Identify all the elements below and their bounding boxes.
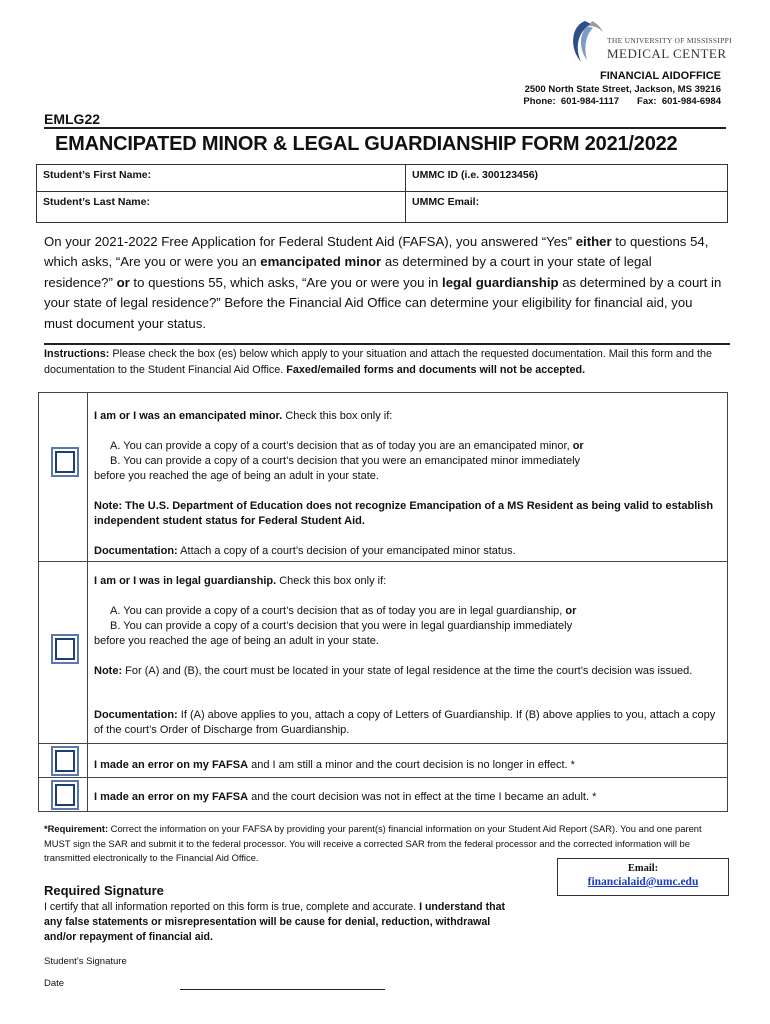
email-box: [557, 858, 729, 896]
first-name-field[interactable]: [37, 165, 406, 192]
section3-text: [94, 758, 721, 773]
requirement-text: Correct the information on your FAFSA by providing your parent(s) financial information on your Student Aid Report (SAR). You and one parent MUST sign the SAR and submit it to the federal processor. You will receive a corrected SAR from the federal processor and the corrected information will be transmitted electronically to the Financial Aid Office.: [44, 823, 702, 863]
section1-item-a: [110, 439, 721, 454]
intro-paragraph: [44, 232, 724, 334]
section1-doc-label: Documentation:: [94, 545, 178, 557]
option-emancipated-minor: [39, 393, 727, 561]
signature-heading: Required Signature: [44, 883, 164, 898]
section1-note: Note: The U.S. Department of Education does not recognize Emancipation of a MS Resident as being valid to establish independent student status for Federal Student Aid.: [94, 500, 714, 527]
status-options-table: [38, 392, 728, 812]
office-address: 2500 North State Street, Jackson, MS 39216: [524, 84, 721, 95]
intro-text-1: On your 2021-2022 Free Application for Federal Student Aid (FAFSA), you answered “Yes”: [44, 234, 576, 249]
error-became-adult-checkbox[interactable]: [51, 780, 79, 810]
section1-item-a-text: A. You can provide a copy of a court’s decision that as of today you are an emancipated minor,: [110, 440, 573, 452]
intro-bold-or: or: [116, 274, 130, 290]
date-label: Date: [44, 978, 65, 989]
section1-doc-text: Attach a copy of a court’s decision of your emancipated minor status.: [177, 545, 516, 557]
section2-note-text: For (A) and (B), the court must be located in your state of legal residence at the time the court’s decision was issued.: [122, 665, 693, 677]
intro-text-3: as determined by a court in your state of legal residence?”: [44, 254, 652, 290]
ummc-id-field[interactable]: [406, 165, 728, 192]
checkbox-cell: [39, 393, 88, 561]
form-code: EMLG22: [44, 111, 101, 127]
office-phone: Phone: 601-984-1117: [523, 96, 620, 107]
section2-doc-label: Documentation:: [94, 709, 178, 721]
section4-text: [94, 790, 721, 805]
certification-text: [44, 900, 524, 945]
logo-university-text: THE UNIVERSITY OF MISSISSIPPI: [607, 36, 732, 45]
logo-medical-center-text: MEDICAL CENTER: [607, 46, 727, 61]
ummc-id-label: UMMC ID (i.e. 300123456): [412, 169, 539, 181]
student-info-table: [36, 164, 728, 223]
certify-bold: I understand that any false statements or misrepresentation will be cause for denial, reduction, withdrawal and/or repayment of financial aid.: [44, 901, 506, 943]
section4-rest: and the court decision was not in effect at the time I became an adult. *: [248, 791, 597, 803]
legal-guardianship-checkbox[interactable]: [51, 634, 79, 664]
student-signature-label: Student’s Signature: [44, 956, 127, 967]
checkbox-cell: [39, 744, 88, 778]
divider: [44, 343, 730, 345]
email-label: Email:: [627, 863, 659, 874]
page-title: EMANCIPATED MINOR & LEGAL GUARDIANSHIP FORM 2021/2022: [55, 133, 678, 155]
error-still-minor-checkbox[interactable]: [51, 746, 79, 776]
instructions-text: Please check the box (es) below which apply to your situation and attach the requested documentation. Mail this form and the documentation to the Student Financial Aid Office.: [44, 348, 712, 376]
section2-note-label: Note:: [94, 665, 123, 677]
section1-item-b: B. You can provide a copy of a court’s decision that you were an emancipated minor immediately: [110, 455, 581, 467]
section2-doc-text: If (A) above applies to you, attach a copy of Letters of Guardianship. If (B) above applies to you, attach a copy of the court’s Order of Discharge from Guardianship.: [94, 709, 716, 736]
section2-item-a-or: or: [565, 605, 577, 617]
ummc-email-field[interactable]: [406, 192, 728, 223]
ummc-logo: [565, 18, 735, 66]
email-link[interactable]: financialaid@umc.edu: [587, 876, 699, 888]
ummc-email-label: UMMC Email:: [412, 196, 480, 208]
section1-documentation: [94, 544, 721, 559]
section2-item-b: B. You can provide a copy of a court’s decision that you were in legal guardianship immediately: [110, 620, 573, 632]
instructions-warning: Faxed/emailed forms and documents will not be accepted.: [286, 363, 586, 376]
office-phone-fax: [523, 96, 721, 107]
section2-item-a: [110, 604, 721, 619]
checkbox-cell: [39, 562, 88, 744]
checkbox-cell: [39, 778, 88, 812]
section1-item-a-or: or: [572, 440, 584, 452]
section2-heading-text: Check this box only if:: [276, 575, 387, 587]
section1-item-b-cont: before you reached the age of being an adult in your state.: [94, 470, 379, 482]
section1-heading: [94, 409, 721, 424]
office-fax: Fax: 601-984-6984: [637, 96, 721, 107]
section2-item-b-cont: before you reached the age of being an adult in your state.: [94, 635, 379, 647]
first-name-label: Student’s First Name:: [43, 169, 152, 181]
instructions-label: Instructions:: [44, 348, 110, 360]
divider: [44, 127, 726, 129]
date-field-line[interactable]: [180, 989, 385, 990]
instructions: [44, 347, 728, 378]
intro-text-2: to questions 54, which asks, “Are you or were you an: [44, 234, 709, 270]
intro-text-4: to questions 55, which asks, “Are you or were you in: [129, 274, 443, 290]
option-error-still-minor: [39, 743, 727, 778]
intro-bold-emancipated: emancipated minor: [260, 254, 382, 270]
option-legal-guardianship: [39, 561, 727, 744]
last-name-field[interactable]: [37, 192, 406, 223]
section2-documentation: [94, 708, 721, 738]
ummc-logo-icon: [565, 18, 605, 66]
section3-bold: I made an error on my FAFSA: [94, 759, 249, 771]
last-name-label: Student’s Last Name:: [43, 196, 150, 208]
section2-note: [94, 664, 721, 679]
section1-heading-bold: I am or I was an emancipated minor.: [94, 410, 283, 422]
section2-item-a-text: A. You can provide a copy of a court’s decision that as of today you are in legal guardianship,: [110, 605, 566, 617]
section4-bold: I made an error on my FAFSA: [94, 791, 249, 803]
option-error-became-adult: [39, 777, 727, 812]
section2-heading-bold: I am or I was in legal guardianship.: [94, 575, 277, 587]
section2-heading: [94, 574, 721, 589]
office-title: FINANCIAL AIDOFFICE: [600, 70, 721, 82]
certify-text: I certify that all information reported on this form is true, complete and accurate.: [44, 901, 420, 913]
section3-rest: and I am still a minor and the court decision is no longer in effect. *: [248, 759, 575, 771]
section1-heading-text: Check this box only if:: [282, 410, 393, 422]
intro-bold-guardianship: legal guardianship: [442, 274, 559, 290]
requirement-label: *Requirement:: [44, 823, 109, 834]
emancipated-minor-checkbox[interactable]: [51, 447, 79, 477]
intro-text-5: as determined by a court in your state of legal residence?” Before the Financial Aid Office can determine your eligibility for financial aid, you must document your status.: [44, 274, 722, 331]
intro-bold-either: either: [575, 234, 612, 249]
